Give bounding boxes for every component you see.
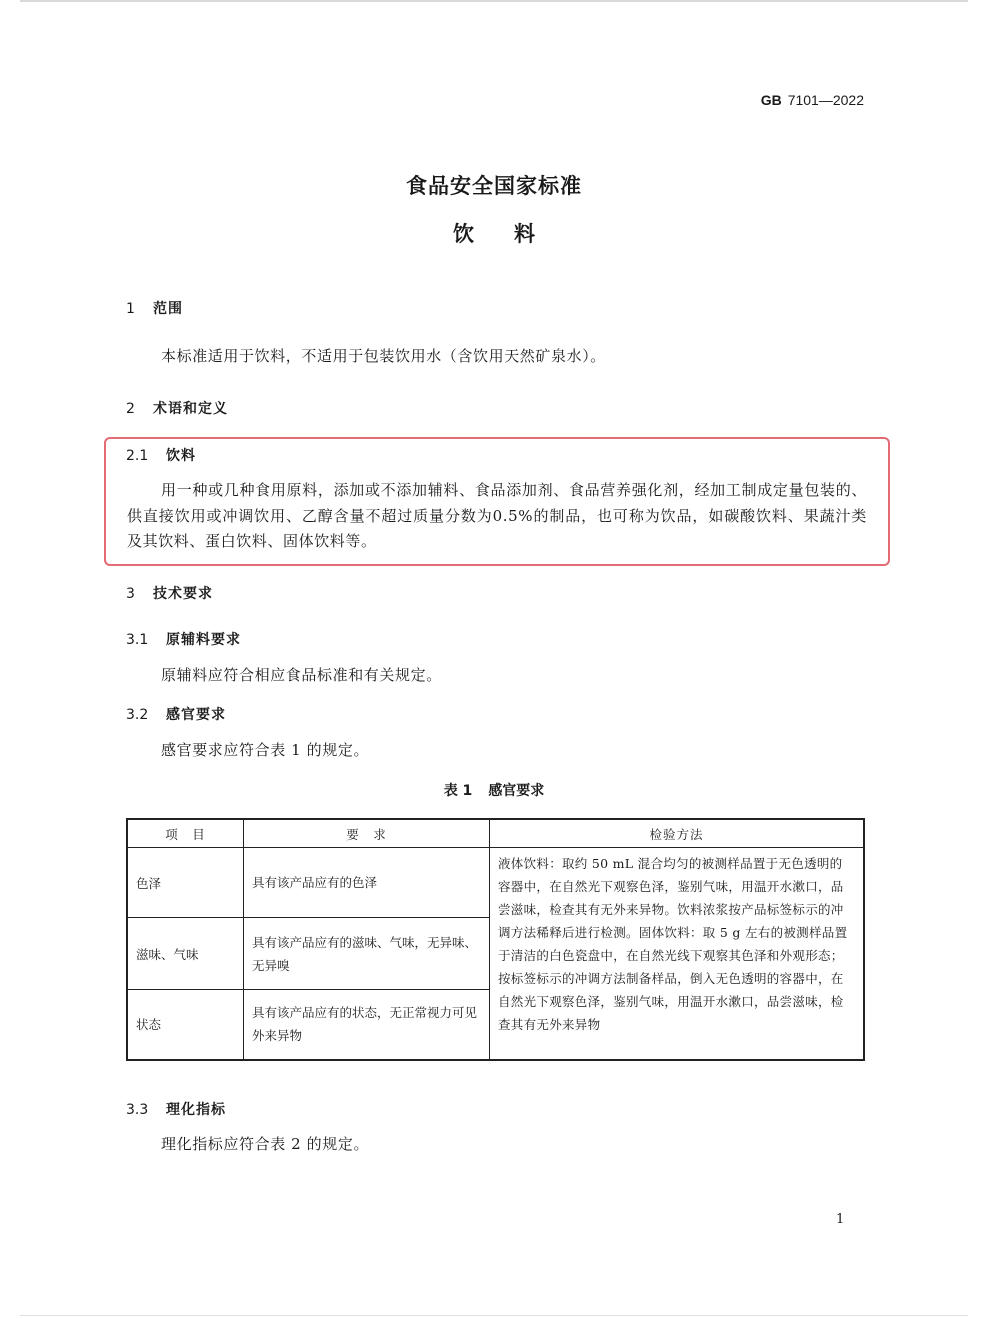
- section-number: 3.3: [126, 1102, 149, 1118]
- row-item: 色泽: [127, 848, 244, 918]
- section-1-heading: [126, 298, 183, 318]
- row-requirement: 具有该产品应有的色泽: [244, 848, 490, 918]
- section-3-2-heading: [126, 704, 226, 724]
- section-number: 1: [126, 301, 135, 317]
- section-3-heading: [126, 583, 213, 603]
- document-title: 食品安全国家标准: [406, 174, 582, 198]
- row-item: 滋味、气味: [127, 918, 244, 990]
- section-number: 2: [126, 401, 135, 417]
- section-label: 理化指标: [166, 1102, 226, 1118]
- section-label: 原辅料要求: [166, 632, 241, 648]
- standard-number: 7101—2022: [787, 92, 864, 108]
- header-item: 项 目: [127, 819, 244, 848]
- section-label: 技术要求: [153, 586, 213, 602]
- standard-prefix: GB: [760, 92, 782, 108]
- section-label: 感官要求: [166, 707, 226, 723]
- section-number: 3.1: [126, 632, 149, 648]
- bottom-border: [20, 1315, 968, 1316]
- table-row: [127, 848, 864, 918]
- section-2-heading: [126, 398, 228, 418]
- document-subtitle: 饮料: [453, 222, 575, 246]
- row-requirement: 具有该产品应有的状态，无正常视力可见外来异物: [244, 990, 490, 1060]
- section-2-1-text: 用一种或几种食用原料，添加或不添加辅料、食品添加剂、食品营养强化剂，经加工制成定量包装的、供直接饮用或冲调饮用、乙醇含量不超过质量分数为0.5%的制品，也可称为饮品，如碳酸饮料、果蔬汁类及其饮料、蛋白饮料、固体饮料等。: [127, 481, 867, 550]
- section-number: 3.2: [126, 707, 149, 723]
- table-caption-title: 感官要求: [488, 783, 545, 799]
- table-1-caption: [0, 780, 988, 800]
- section-label: 术语和定义: [153, 401, 228, 417]
- section-number: 2.1: [126, 448, 149, 464]
- header-requirement: 要 求: [244, 819, 490, 848]
- page-number: 1: [836, 1212, 845, 1227]
- row-requirement: 具有该产品应有的滋味、气味，无异味、无异嗅: [244, 918, 490, 990]
- sensory-table: [126, 818, 865, 1061]
- section-label: 范围: [153, 301, 183, 317]
- section-3-3-text: 理化指标应符合表 2 的规定。: [161, 1135, 370, 1153]
- section-3-2-text: 感官要求应符合表 1 的规定。: [161, 741, 370, 759]
- header-method: 检验方法: [490, 819, 865, 848]
- section-2-1-heading: [126, 445, 196, 465]
- section-3-1-text: 原辅料应符合相应食品标准和有关规定。: [161, 666, 442, 684]
- top-border: [20, 0, 968, 2]
- row-item: 状态: [127, 990, 244, 1060]
- table-header-row: [127, 819, 864, 848]
- section-3-3-heading: [126, 1099, 226, 1119]
- section-label: 饮料: [166, 448, 196, 464]
- section-3-1-heading: [126, 629, 241, 649]
- section-1-text: 本标准适用于饮料，不适用于包装饮用水（含饮用天然矿泉水）。: [161, 347, 606, 365]
- section-number: 3: [126, 586, 135, 602]
- standard-code: [761, 92, 864, 108]
- inspection-method: 液体饮料：取约 50 mL 混合均匀的被测样品置于无色透明的容器中，在自然光下观察色泽，鉴别气味，用温开水漱口，品尝滋味，检查其有无外来异物。饮料浓浆按产品标签标示的冲调方法稀释后进行检测。固体饮料：取 5 g 左右的被测样品置于清洁的白色瓷盘中，在自然光线下观察其色泽和外观形态；按标签标示的冲调方法制备样品，倒入无色透明的容器中，在自然光下观察色泽，鉴别气味，用温开水漱口，品尝滋味，检查其有无外来异物: [490, 848, 865, 1060]
- table-caption-number: 表 1: [443, 783, 473, 799]
